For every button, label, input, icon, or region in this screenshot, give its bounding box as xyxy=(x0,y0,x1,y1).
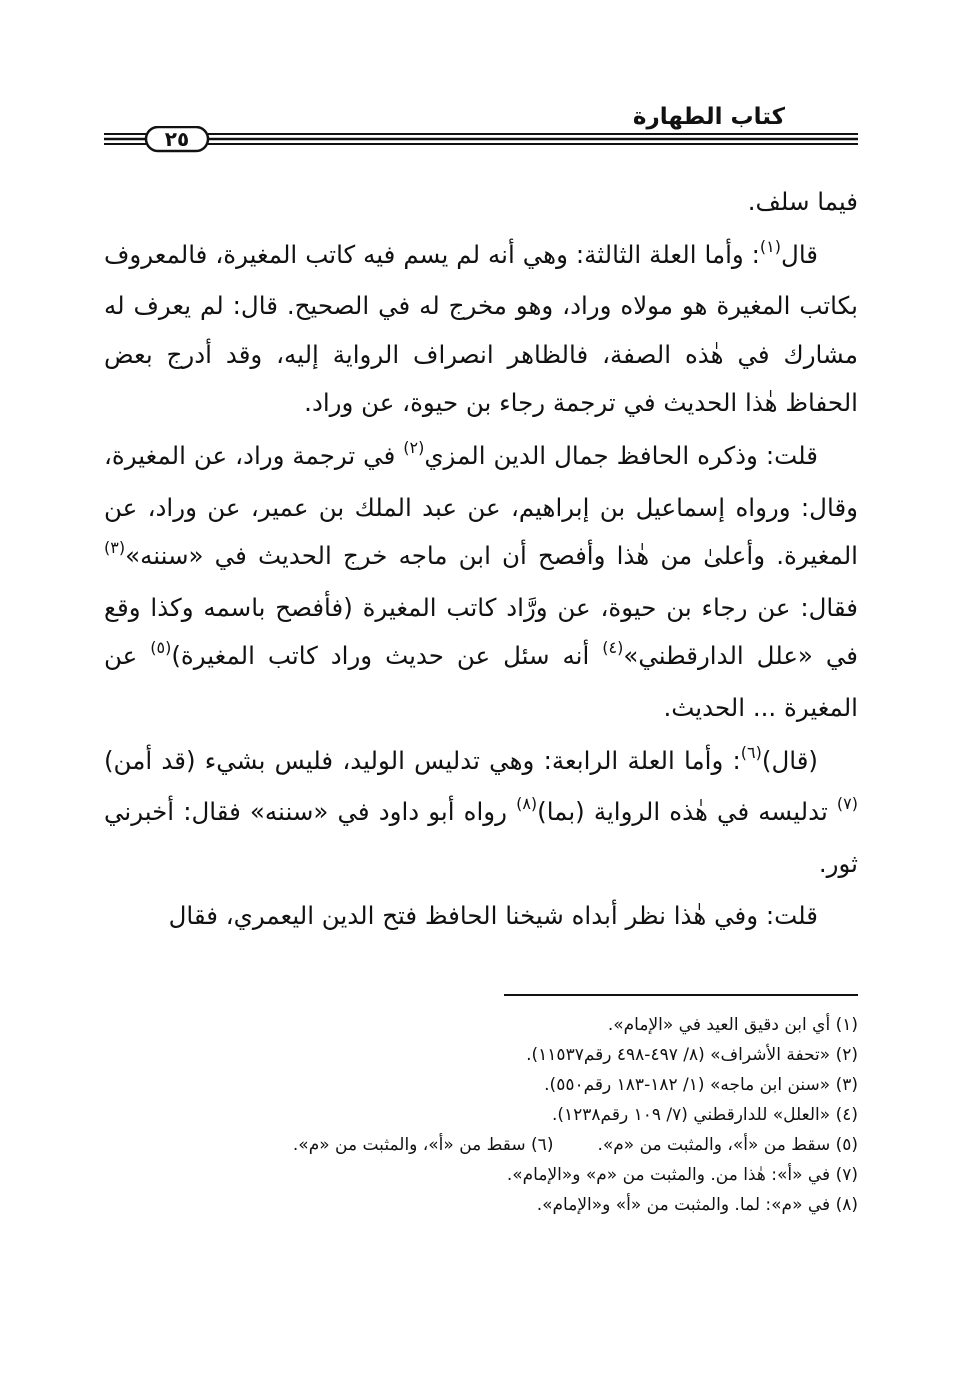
text-run: أنه سئل عن حديث وراد كاتب المغيرة) xyxy=(171,641,603,671)
text-run: (قال) xyxy=(761,745,818,775)
footnote: (٣) «سنن ابن ماجه» (١/ ١٨٢-١٨٣ رقم٥٥٠). xyxy=(544,1075,858,1095)
text-run: تدليسه في هٰذه الرواية (بما) xyxy=(537,797,837,827)
page-number: ٢٥ xyxy=(164,127,190,151)
paragraph xyxy=(104,737,858,889)
text-run: عن المغيرة ... الحديث. xyxy=(104,641,858,722)
footnote: (٢) «تحفة الأشراف» (٨/ ٤٩٧-٤٩٨ رقم١١٥٣٧). xyxy=(526,1045,858,1065)
footnote-ref: (٦) xyxy=(740,742,762,762)
footnote: (٧) في «أ»: هٰذا من. والمثبت من «م» و«الإمام». xyxy=(506,1165,858,1185)
text-run: فقال: عن رجاء بن حيوة، عن ورَّاد كاتب المغيرة (فأفصح باسمه وكذا وقع في «علل الدارقطني» xyxy=(104,592,858,671)
footnote-pair xyxy=(104,1130,858,1160)
footnote-ref: (٥) xyxy=(150,638,172,658)
footnotes xyxy=(104,1010,858,1220)
paragraph xyxy=(104,892,858,941)
footnote-ref: (٤) xyxy=(602,638,624,658)
text-run: فيما سلف. xyxy=(747,187,858,216)
main-text xyxy=(104,178,858,941)
text-run: : وأما العلة الثالثة: وهي أنه لم يسم فيه كاتب المغيرة، فالمعروف بكاتب المغيرة هو مولاه وراد، وهو مخرج له في الصحيح. قال: لم يعرف له مشارك في هٰذه الصفة، فالظاهر انصراف الرواية إليه، وقد أدرج بعض الحفاظ هٰذا الحديث في ترجمة رجاء بن حيوة، عن وراد. xyxy=(104,239,858,418)
paragraph xyxy=(104,231,858,428)
footnote-ref: (٣) xyxy=(104,538,126,558)
footnote: (١) أي ابن دقيق العيد في «الإمام». xyxy=(607,1015,858,1035)
footnote-ref: (٧) xyxy=(836,794,858,814)
footnote-separator xyxy=(504,994,858,996)
footnote: (٦) سقط من «أ»، والمثبت من «م». xyxy=(292,1135,554,1155)
paragraph xyxy=(104,432,858,733)
text-run: قلت: وذكره الحافظ جمال الدين المزي xyxy=(424,440,818,470)
footnote: (٨) في «م»: لما. والمثبت من «أ» و«الإمام». xyxy=(536,1195,858,1215)
text-run: في ترجمة وراد، عن المغيرة، وقال: ورواه إسماعيل بن إبراهيم، عن عبد الملك بن عمير، عن وراد، عن المغيرة. وأعلىٰ من هٰذا وأفصح أن ابن ماجه خرج الحديث في «سننه» xyxy=(104,440,858,571)
text-run: قلت: وفي هٰذا نظر أبداه شيخنا الحافظ فتح الدين اليعمري، فقال xyxy=(168,901,818,931)
text-run: رواه أبو داود في «سننه» فقال: أخبرني ثور. xyxy=(104,797,858,878)
footnote: (٤) «العلل» للدارقطني (٧/ ١٠٩ رقم١٢٣٨). xyxy=(551,1105,858,1125)
text-run: : وأما العلة الرابعة: وهي تدليس الوليد، فليس بشيء (قد أمن) xyxy=(104,745,741,775)
footnote-ref: (٢) xyxy=(403,437,425,457)
text-run: قال xyxy=(781,239,818,269)
header-rule xyxy=(104,126,858,154)
footnote-ref: (٨) xyxy=(516,794,538,814)
running-header-title: كتاب الطهارة xyxy=(632,104,785,130)
footnote: (٥) سقط من «أ»، والمثبت من «م». xyxy=(597,1135,858,1155)
footnote-ref: (١) xyxy=(759,236,782,256)
paragraph xyxy=(104,178,858,227)
